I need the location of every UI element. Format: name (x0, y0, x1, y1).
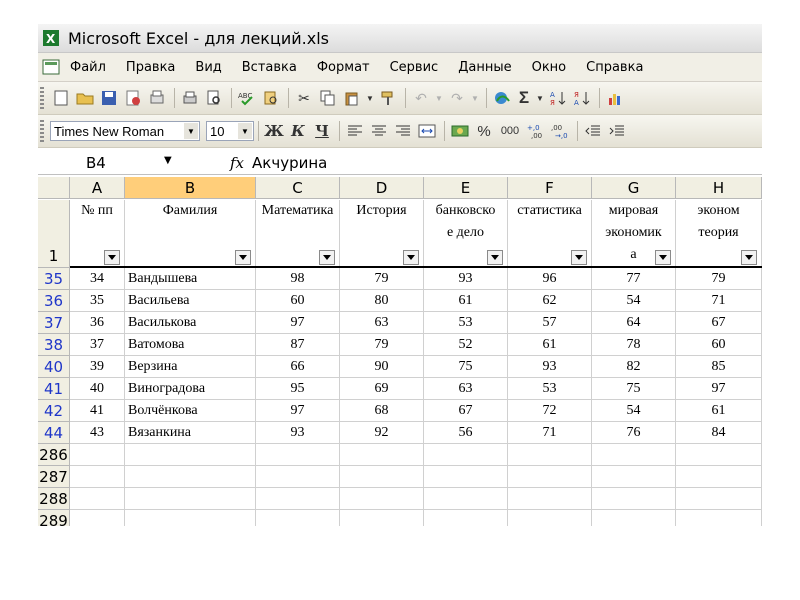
autosum-icon[interactable]: Σ (518, 88, 530, 107)
table-cell[interactable]: Василькова (125, 312, 256, 334)
underline-button[interactable]: Ч (315, 122, 329, 140)
table-cell[interactable]: 67 (676, 312, 762, 334)
dropdown-arrow-icon[interactable]: ▼ (471, 93, 479, 103)
table-cell[interactable]: Верзина (125, 356, 256, 378)
document-icon[interactable] (40, 56, 62, 78)
print-preview-icon[interactable] (203, 87, 225, 109)
table-cell[interactable]: Ватомова (125, 334, 256, 356)
save-icon[interactable] (98, 87, 120, 109)
empty-cell[interactable] (256, 466, 340, 488)
table-cell[interactable]: 93 (508, 356, 592, 378)
font-size-select[interactable] (206, 121, 254, 141)
toolbar-separator (577, 121, 578, 141)
empty-cell[interactable] (70, 488, 125, 510)
table-cell[interactable]: 63 (424, 378, 508, 400)
table-cell[interactable]: 53 (508, 378, 592, 400)
row-header[interactable]: 42 (38, 400, 70, 422)
table-cell[interactable]: Волчёнкова (125, 400, 256, 422)
increase-decimal-icon[interactable] (525, 120, 547, 142)
menu-help[interactable]: Справка (586, 59, 644, 75)
autofilter-dropdown-icon[interactable] (403, 250, 419, 265)
table-cell[interactable]: 34 (70, 268, 125, 290)
menu-window[interactable]: Окно (531, 59, 567, 75)
column-header-g[interactable]: G (592, 177, 676, 199)
table-cell[interactable]: 92 (340, 422, 424, 444)
table-cell[interactable]: 97 (676, 378, 762, 400)
permission-icon[interactable] (122, 87, 144, 109)
column-title-line: теория (698, 225, 739, 240)
toolbar-grip[interactable] (40, 120, 44, 142)
align-right-icon[interactable] (392, 120, 414, 142)
column-header-d[interactable]: D (340, 177, 424, 199)
table-cell[interactable]: 97 (256, 312, 340, 334)
thousands-button[interactable]: 000 (500, 125, 520, 137)
increase-indent-icon[interactable] (606, 120, 628, 142)
row-header[interactable]: 44 (38, 422, 70, 444)
svg-text:,00: ,00 (531, 132, 543, 139)
column-title-line: экономик (605, 225, 662, 240)
cut-icon[interactable]: ✂ (298, 89, 310, 106)
currency-icon[interactable] (449, 120, 471, 142)
empty-cell[interactable] (508, 510, 592, 526)
table-cell[interactable]: 37 (70, 334, 125, 356)
empty-cell[interactable] (592, 488, 676, 510)
print-setup-icon[interactable] (146, 87, 168, 109)
column-header-a[interactable]: A (70, 177, 125, 199)
table-cell[interactable]: 80 (340, 290, 424, 312)
chevron-down-icon[interactable]: ▼ (164, 155, 172, 166)
empty-cell[interactable] (592, 444, 676, 466)
align-left-icon[interactable] (344, 120, 366, 142)
svg-text:+,0: +,0 (527, 124, 540, 132)
svg-text:X: X (46, 32, 56, 46)
toolbar-separator (231, 88, 232, 108)
svg-text:ABC: ABC (238, 92, 253, 100)
formula-bar (38, 152, 762, 175)
empty-cell[interactable] (424, 444, 508, 466)
merge-center-icon[interactable] (416, 120, 438, 142)
print-icon[interactable] (179, 87, 201, 109)
row-header[interactable]: 287 (38, 466, 70, 488)
autofilter-dropdown-icon[interactable] (487, 250, 503, 265)
sort-ascending-icon[interactable] (547, 87, 569, 109)
empty-cell[interactable] (70, 510, 125, 526)
autofilter-dropdown-icon[interactable] (741, 250, 757, 265)
empty-cell[interactable] (125, 510, 256, 526)
column-header-e[interactable]: E (424, 177, 508, 199)
sort-descending-icon[interactable] (571, 87, 593, 109)
spelling-icon[interactable] (236, 87, 258, 109)
table-cell[interactable]: 76 (592, 422, 676, 444)
column-title-line: История (356, 203, 407, 218)
empty-cell[interactable] (70, 444, 125, 466)
empty-cell[interactable] (125, 488, 256, 510)
empty-cell[interactable] (340, 466, 424, 488)
table-cell[interactable]: 43 (70, 422, 125, 444)
table-cell[interactable]: 75 (592, 378, 676, 400)
toolbar-separator (258, 121, 259, 141)
table-cell[interactable]: 69 (340, 378, 424, 400)
table-cell[interactable]: 36 (70, 312, 125, 334)
menu-format[interactable]: Формат (316, 59, 370, 75)
table-cell[interactable]: 79 (340, 334, 424, 356)
row-header[interactable]: 289 (38, 510, 70, 526)
table-cell[interactable]: 63 (340, 312, 424, 334)
table-cell[interactable]: 79 (340, 268, 424, 290)
column-title-line: мировая (608, 203, 659, 218)
dropdown-arrow-icon[interactable]: ▼ (536, 93, 544, 103)
table-cell[interactable]: 61 (424, 290, 508, 312)
empty-cell[interactable] (592, 510, 676, 526)
autofilter-dropdown-icon[interactable] (319, 250, 335, 265)
svg-text:,00: ,00 (551, 124, 563, 132)
table-cell[interactable]: 97 (256, 400, 340, 422)
table-cell[interactable]: 67 (424, 400, 508, 422)
table-cell[interactable]: 52 (424, 334, 508, 356)
copy-icon[interactable] (317, 87, 339, 109)
column-header-c[interactable]: C (256, 177, 340, 199)
dropdown-arrow-icon[interactable]: ▼ (366, 93, 374, 103)
excel-window (38, 24, 762, 526)
row-header[interactable]: 37 (38, 312, 70, 334)
select-all-corner[interactable] (38, 177, 70, 199)
percent-button[interactable]: % (477, 122, 491, 140)
standard-toolbar (38, 82, 762, 115)
column-title-line: эконом (697, 203, 740, 218)
redo-icon[interactable]: ↷ (451, 89, 463, 106)
research-icon[interactable] (260, 87, 282, 109)
svg-text:A: A (574, 99, 579, 106)
empty-cell[interactable] (424, 510, 508, 526)
align-center-icon[interactable] (368, 120, 390, 142)
table-cell[interactable]: 78 (592, 334, 676, 356)
empty-cell[interactable] (676, 444, 762, 466)
table-cell[interactable]: 41 (70, 400, 125, 422)
table-cell[interactable]: 84 (676, 422, 762, 444)
table-cell[interactable]: 66 (256, 356, 340, 378)
column-header-b[interactable]: B (125, 177, 256, 199)
decrease-indent-icon[interactable] (582, 120, 604, 142)
table-cell[interactable]: 71 (676, 290, 762, 312)
svg-text:A: A (550, 91, 555, 99)
table-cell[interactable]: 87 (256, 334, 340, 356)
row-header[interactable]: 38 (38, 334, 70, 356)
table-cell[interactable]: 93 (424, 268, 508, 290)
column-title-line: Математика (261, 203, 334, 218)
table-cell[interactable]: 68 (340, 400, 424, 422)
table-cell[interactable]: 95 (256, 378, 340, 400)
empty-cell[interactable] (676, 488, 762, 510)
empty-cell[interactable] (508, 444, 592, 466)
column-title-line: Фамилия (162, 203, 218, 218)
row-header[interactable]: 36 (38, 290, 70, 312)
dropdown-arrow-icon[interactable]: ▼ (435, 93, 443, 103)
table-cell[interactable]: 96 (508, 268, 592, 290)
toolbar-separator (288, 88, 289, 108)
row-header[interactable]: 286 (38, 444, 70, 466)
excel-icon (42, 29, 60, 47)
autofilter-dropdown-icon[interactable] (104, 250, 120, 265)
table-cell[interactable]: 35 (70, 290, 125, 312)
table-cell[interactable]: 64 (592, 312, 676, 334)
menu-data[interactable]: Данные (458, 59, 512, 75)
table-cell[interactable]: 72 (508, 400, 592, 422)
menu-edit[interactable]: Правка (125, 59, 176, 75)
svg-text:Я: Я (550, 99, 555, 106)
table-cell[interactable]: Вандышева (125, 268, 256, 290)
table-cell[interactable]: Вязанкина (125, 422, 256, 444)
empty-cell[interactable] (256, 488, 340, 510)
font-name-value: Times New Roman (54, 123, 165, 139)
menu-tools[interactable]: Сервис (389, 59, 439, 75)
column-title-line: банковско (435, 203, 496, 218)
table-cell[interactable]: 82 (592, 356, 676, 378)
table-cell[interactable]: 75 (424, 356, 508, 378)
empty-cell[interactable] (592, 466, 676, 488)
row-header[interactable]: 35 (38, 268, 70, 290)
row-header[interactable]: 288 (38, 488, 70, 510)
chevron-down-icon[interactable]: ▼ (184, 123, 198, 139)
table-cell[interactable]: 57 (508, 312, 592, 334)
table-cell[interactable]: 40 (70, 378, 125, 400)
column-title-line: а (630, 247, 637, 262)
autofilter-dropdown-icon[interactable] (571, 250, 587, 265)
decrease-decimal-icon[interactable] (549, 120, 571, 142)
table-cell[interactable]: 85 (676, 356, 762, 378)
bold-button[interactable]: Ж (264, 122, 284, 140)
svg-text:→,0: →,0 (555, 132, 568, 139)
toolbar-grip[interactable] (40, 87, 44, 109)
menu-file[interactable]: Файл (70, 59, 106, 75)
toolbar-separator (444, 121, 445, 141)
formatting-toolbar (38, 115, 762, 148)
table-cell[interactable]: 61 (676, 400, 762, 422)
table-cell[interactable]: 90 (340, 356, 424, 378)
empty-cell[interactable] (424, 466, 508, 488)
table-cell[interactable]: 77 (592, 268, 676, 290)
font-size-value: 10 (210, 123, 225, 139)
row-header-1[interactable]: 1 (38, 200, 70, 268)
font-name-select[interactable] (50, 121, 200, 141)
table-cell[interactable]: 98 (256, 268, 340, 290)
autofilter-dropdown-icon[interactable] (235, 250, 251, 265)
toolbar-separator (405, 88, 406, 108)
toolbar-separator (339, 121, 340, 141)
table-cell[interactable]: 39 (70, 356, 125, 378)
undo-icon[interactable]: ↶ (415, 89, 427, 106)
name-box[interactable] (38, 153, 172, 173)
autofilter-dropdown-icon[interactable] (655, 250, 671, 265)
empty-cell[interactable] (256, 444, 340, 466)
table-cell[interactable]: 60 (676, 334, 762, 356)
toolbar-separator (174, 88, 175, 108)
table-cell[interactable]: 54 (592, 290, 676, 312)
table-cell[interactable]: 93 (256, 422, 340, 444)
empty-cell[interactable] (424, 488, 508, 510)
toolbar-separator (486, 88, 487, 108)
format-painter-icon[interactable] (377, 87, 399, 109)
table-cell[interactable]: Виноградова (125, 378, 256, 400)
column-header-f[interactable]: F (508, 177, 592, 199)
empty-cell[interactable] (125, 444, 256, 466)
table-cell[interactable]: 62 (508, 290, 592, 312)
new-document-icon[interactable] (50, 87, 72, 109)
formula-input[interactable]: Акчурина (252, 154, 328, 172)
table-cell[interactable]: 71 (508, 422, 592, 444)
table-cell[interactable]: 53 (424, 312, 508, 334)
empty-cell[interactable] (256, 510, 340, 526)
open-folder-icon[interactable] (74, 87, 96, 109)
empty-cell[interactable] (508, 488, 592, 510)
menu-bar (38, 53, 762, 82)
empty-cell[interactable] (125, 466, 256, 488)
italic-button[interactable]: К (291, 122, 305, 140)
column-title-line: е дело (446, 225, 485, 240)
hyperlink-icon[interactable] (491, 87, 513, 109)
column-title-line: статистика (517, 203, 582, 218)
table-cell[interactable]: 56 (424, 422, 508, 444)
menu-insert[interactable]: Вставка (241, 59, 297, 75)
empty-cell[interactable] (340, 444, 424, 466)
svg-text:Я: Я (574, 91, 579, 99)
empty-cell[interactable] (508, 466, 592, 488)
paste-icon[interactable] (341, 87, 363, 109)
empty-cell[interactable] (70, 466, 125, 488)
toolbar-separator (599, 88, 600, 108)
table-cell[interactable]: 61 (508, 334, 592, 356)
chart-wizard-icon[interactable] (604, 87, 626, 109)
table-cell[interactable]: 54 (592, 400, 676, 422)
name-box-value: B4 (86, 154, 106, 172)
column-header-h[interactable]: H (676, 177, 762, 199)
table-cell[interactable]: Васильева (125, 290, 256, 312)
table-cell[interactable]: 79 (676, 268, 762, 290)
window-title: Microsoft Excel - для лекций.xls (68, 28, 329, 48)
title-bar (38, 24, 762, 53)
fx-icon[interactable]: fx (230, 154, 245, 172)
menu-view[interactable]: Вид (195, 59, 222, 75)
chevron-down-icon[interactable]: ▼ (238, 123, 252, 139)
column-title-line: № пп (81, 203, 113, 218)
table-cell[interactable]: 60 (256, 290, 340, 312)
empty-cell[interactable] (676, 510, 762, 526)
row-header[interactable]: 40 (38, 356, 70, 378)
empty-cell[interactable] (340, 510, 424, 526)
row-header[interactable]: 41 (38, 378, 70, 400)
empty-cell[interactable] (340, 488, 424, 510)
empty-cell[interactable] (676, 466, 762, 488)
